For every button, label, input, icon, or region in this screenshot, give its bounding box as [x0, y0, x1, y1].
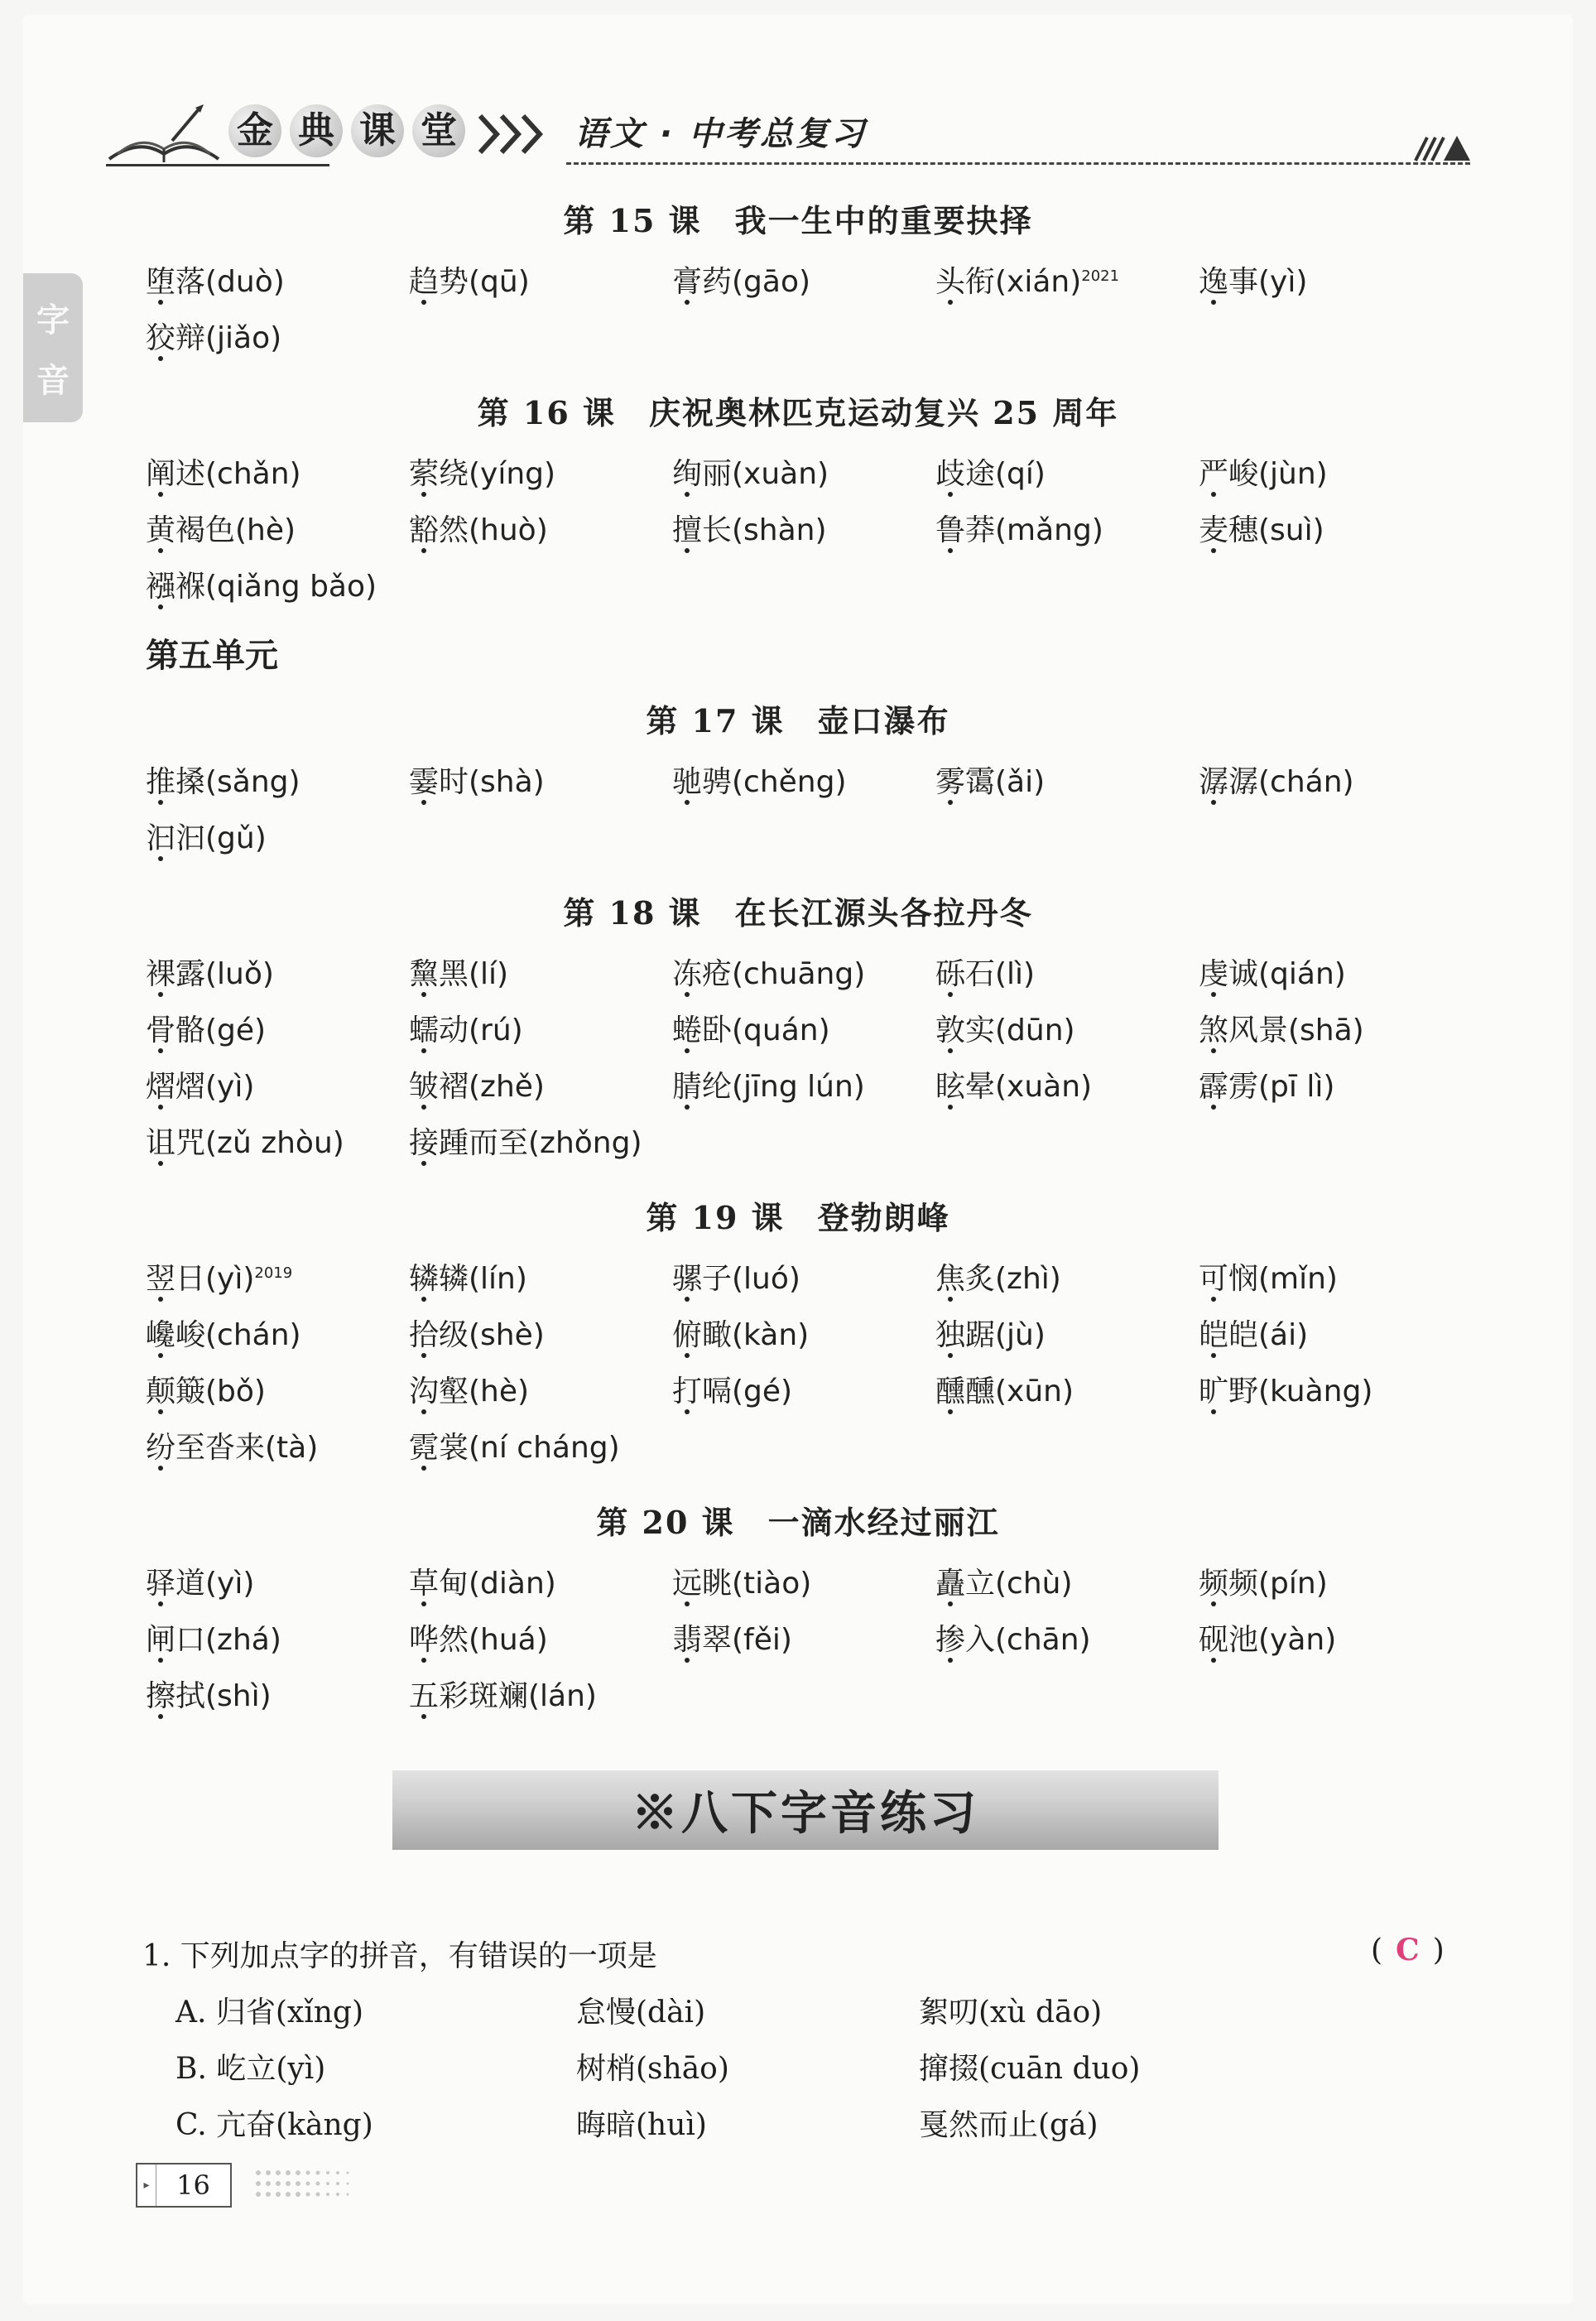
- vocab-entry: [935, 1255, 1061, 1298]
- vocab-entry: [672, 1616, 792, 1659]
- emphasis-dot: [1211, 800, 1216, 805]
- header-dashed-rule: [566, 162, 1470, 165]
- emphasis-dot: [948, 1601, 953, 1606]
- vocab-text: 眩晕(xuàn): [935, 1070, 1093, 1104]
- vocab-text: 巉峻(chán): [146, 1318, 301, 1352]
- vocab-text: 汩汩(gǔ): [146, 821, 267, 855]
- lesson-title: 第 19 课 登勃朗峰: [646, 1199, 950, 1236]
- vocab-entry: [1199, 1560, 1328, 1602]
- vocab-entry: [146, 258, 285, 301]
- emphasis-dot: [158, 356, 163, 361]
- emphasis-dot: [1211, 1409, 1216, 1414]
- side-tab-char: 字: [36, 301, 70, 339]
- vocab-entry: [1199, 1312, 1308, 1354]
- chevron-right-icon: [477, 111, 551, 157]
- emphasis-dot: [685, 992, 690, 997]
- vocab-entry: [672, 450, 829, 493]
- vocab-text: 打嗝(gé): [672, 1375, 793, 1408]
- vocab-entry: [672, 758, 847, 801]
- unit-title: 第五单元: [146, 637, 278, 675]
- vocab-entry: [146, 1673, 272, 1715]
- vocab-entry: [409, 1616, 548, 1659]
- emphasis-dot: [948, 492, 953, 497]
- vocab-text: 拾级(shè): [409, 1318, 545, 1352]
- vocab-text: 霹雳(pī lì): [1199, 1070, 1335, 1104]
- emphasis-dot: [158, 1409, 163, 1414]
- lesson-title: 第 16 课 庆祝奥林匹克运动复兴 25 周年: [477, 394, 1119, 431]
- emphasis-dot: [948, 1658, 953, 1663]
- answer-close: ): [1432, 1933, 1445, 1967]
- vocab-entry: [409, 951, 508, 993]
- option-a-3: 絮叨(xù dāo): [919, 1996, 1103, 2030]
- vocab-entry: [672, 258, 810, 301]
- vocab-text: 闸口(zhá): [146, 1623, 281, 1657]
- vocab-entry: [409, 1007, 523, 1049]
- vocab-entry: [672, 1312, 809, 1354]
- vocab-entry: [146, 1120, 344, 1162]
- emphasis-dot: [421, 548, 426, 553]
- emphasis-dot: [421, 1353, 426, 1358]
- emphasis-dot: [948, 1105, 953, 1110]
- vocab-entry: [409, 1255, 527, 1298]
- vocab-entry: [1199, 951, 1346, 993]
- vocab-entry: [1199, 507, 1324, 549]
- vocab-text: 头衔(xián): [935, 265, 1082, 299]
- vocab-entry: [146, 450, 301, 493]
- vocab-text: 霓裳(ní cháng): [409, 1431, 620, 1465]
- vocab-entry: [935, 758, 1045, 801]
- vocab-text: 远眺(tiào): [672, 1567, 812, 1601]
- vocab-entry: [409, 1424, 620, 1466]
- vocab-text: 阐述(chǎn): [146, 457, 301, 491]
- practice-banner: ※八下字音练习: [392, 1770, 1219, 1850]
- vocab-text: 旷野(kuàng): [1199, 1375, 1373, 1408]
- vocab-text: 哗然(huá): [409, 1623, 548, 1657]
- vocab-entry: [672, 951, 865, 993]
- vocab-entry: [146, 951, 274, 993]
- vocab-entry: [409, 1673, 597, 1715]
- vocab-text: 腈纶(jīng lún): [672, 1070, 865, 1104]
- vocab-text: 煞风景(shā): [1199, 1014, 1364, 1047]
- vocab-entry: [935, 258, 1119, 301]
- vocab-text: 敦实(dūn): [935, 1014, 1075, 1047]
- vocab-text: 熠熠(yì): [146, 1070, 255, 1104]
- vocab-text: 堕落(duò): [146, 265, 285, 299]
- vocab-entry: [1199, 258, 1307, 301]
- emphasis-dot: [685, 1658, 690, 1663]
- vocab-text: 鲁莽(mǎng): [935, 513, 1103, 547]
- vocab-entry: [1199, 1255, 1338, 1298]
- emphasis-dot: [948, 1297, 953, 1302]
- page-mark-icon: ▸: [137, 2165, 156, 2206]
- lesson-title: 第 20 课 一滴水经过丽江: [596, 1504, 1000, 1541]
- emphasis-dot: [158, 1353, 163, 1358]
- vocab-entry: [146, 507, 296, 549]
- vocab-text: 裸露(luǒ): [146, 957, 274, 991]
- vocab-text: 驰骋(chěng): [672, 765, 847, 799]
- vocab-entry: [935, 1560, 1073, 1602]
- emphasis-dot: [948, 300, 953, 305]
- vocab-text: 驿道(yì): [146, 1567, 255, 1601]
- emphasis-dot: [158, 1658, 163, 1663]
- vocab-text: 皑皑(ái): [1199, 1318, 1309, 1352]
- emphasis-dot: [158, 1297, 163, 1302]
- vocab-text: 潺潺(chán): [1199, 765, 1354, 799]
- vocab-entry: [672, 1560, 811, 1602]
- emphasis-dot: [685, 1601, 690, 1606]
- vocab-text: 沟壑(hè): [409, 1375, 530, 1408]
- option-a-2: 怠慢(dài): [576, 1996, 706, 2030]
- vocab-entry: [935, 1616, 1091, 1659]
- exam-year-note: 2021: [1081, 267, 1120, 285]
- option-b-3: 撺掇(cuān duo): [919, 2052, 1141, 2086]
- emphasis-dot: [1211, 300, 1216, 305]
- emphasis-dot: [421, 1409, 426, 1414]
- vocab-entry: [146, 1424, 318, 1466]
- vocab-text: 黧黑(lí): [409, 957, 509, 991]
- emphasis-dot: [1211, 992, 1216, 997]
- vocab-text: 歧途(qí): [935, 457, 1046, 491]
- vocab-text: 俯瞰(kàn): [672, 1318, 810, 1352]
- dot-pattern-deco: [253, 2165, 419, 2203]
- brand-char: 典: [290, 104, 343, 157]
- vocab-text: 趋势(qū): [409, 265, 530, 299]
- mountain-deco-icon: [1412, 129, 1470, 162]
- emphasis-dot: [1211, 1105, 1216, 1110]
- answer-bracket: [1371, 1933, 1445, 1967]
- emphasis-dot: [948, 1409, 953, 1414]
- vocab-text: 萦绕(yíng): [409, 457, 556, 491]
- vocab-entry: [146, 1616, 281, 1659]
- vocab-text: 擅长(shàn): [672, 513, 827, 547]
- side-tab-char: 音: [36, 362, 70, 400]
- emphasis-dot: [421, 1466, 426, 1471]
- vocab-text: 频频(pín): [1199, 1567, 1328, 1601]
- vocab-text: 诅咒(zǔ zhòu): [146, 1126, 344, 1160]
- emphasis-dot: [421, 992, 426, 997]
- vocab-text: 骡子(luó): [672, 1262, 800, 1296]
- emphasis-dot: [421, 1714, 426, 1719]
- vocab-text: 掺入(chān): [935, 1623, 1091, 1657]
- vocab-text: 草甸(diàn): [409, 1567, 556, 1601]
- emphasis-dot: [158, 1105, 163, 1110]
- emphasis-dot: [421, 800, 426, 805]
- open-book-icon: [106, 104, 222, 171]
- vocab-text: 逸事(yì): [1199, 265, 1308, 299]
- vocab-entry: [1199, 758, 1354, 801]
- vocab-text: 五彩斑斓(lán): [409, 1679, 597, 1713]
- emphasis-dot: [685, 1409, 690, 1414]
- emphasis-dot: [158, 992, 163, 997]
- emphasis-dot: [421, 1105, 426, 1110]
- emphasis-dot: [421, 1297, 426, 1302]
- emphasis-dot: [1211, 1297, 1216, 1302]
- emphasis-dot: [685, 800, 690, 805]
- option-b-1: B. 屹立(yì): [175, 2052, 326, 2086]
- emphasis-dot: [1211, 1601, 1216, 1606]
- vocab-entry: [146, 1560, 254, 1602]
- vocab-entry: [146, 563, 377, 605]
- emphasis-dot: [421, 1048, 426, 1053]
- emphasis-dot: [685, 1297, 690, 1302]
- vocab-text: 砚池(yàn): [1199, 1623, 1337, 1657]
- vocab-text: 擦拭(shì): [146, 1679, 272, 1713]
- emphasis-dot: [685, 1105, 690, 1110]
- vocab-text: 狡辩(jiǎo): [146, 321, 282, 355]
- vocab-text: 蜷卧(quán): [672, 1014, 830, 1047]
- option-c-1: C. 亢奋(kàng): [175, 2108, 373, 2142]
- option-c-2: 晦暗(huì): [576, 2108, 707, 2142]
- emphasis-dot: [948, 800, 953, 805]
- emphasis-dot: [421, 1161, 426, 1166]
- emphasis-dot: [421, 1658, 426, 1663]
- emphasis-dot: [1211, 1048, 1216, 1053]
- emphasis-dot: [158, 1161, 163, 1166]
- emphasis-dot: [685, 492, 690, 497]
- vocab-text: 严峻(jùn): [1199, 457, 1328, 491]
- emphasis-dot: [421, 492, 426, 497]
- vocab-entry: [409, 258, 530, 301]
- vocab-entry: [1199, 1616, 1336, 1659]
- vocab-entry: [935, 450, 1046, 493]
- emphasis-dot: [1211, 548, 1216, 553]
- vocab-entry: [935, 1063, 1092, 1105]
- question-stem: 1. 下列加点字的拼音，有错误的一项是: [142, 1939, 657, 1973]
- vocab-entry: [409, 1312, 545, 1354]
- vocab-entry: [146, 1368, 266, 1410]
- vocab-text: 纷至沓来(tà): [146, 1431, 319, 1465]
- vocab-entry: [672, 1368, 792, 1410]
- vocab-text: 霎时(shà): [409, 765, 545, 799]
- emphasis-dot: [685, 300, 690, 305]
- brand-char: 堂: [412, 104, 465, 157]
- vocab-text: 可悯(mǐn): [1199, 1262, 1338, 1296]
- vocab-text: 雾霭(ǎi): [935, 765, 1046, 799]
- emphasis-dot: [1211, 1658, 1216, 1663]
- emphasis-dot: [948, 1353, 953, 1358]
- page-header: [106, 89, 1470, 172]
- emphasis-dot: [158, 604, 163, 609]
- brand-char: 金: [228, 104, 281, 157]
- vocab-text: 接踵而至(zhǒng): [409, 1126, 642, 1160]
- vocab-entry: [409, 758, 545, 801]
- vocab-entry: [672, 507, 827, 549]
- vocab-entry: [1199, 1063, 1334, 1105]
- vocab-text: 膏药(gāo): [672, 265, 811, 299]
- brand-char: 课: [351, 104, 404, 157]
- vocab-entry: [409, 1368, 529, 1410]
- vocab-text: 蠕动(rú): [409, 1014, 523, 1047]
- emphasis-dot: [158, 1048, 163, 1053]
- vocab-text: 襁褓(qiǎng bǎo): [146, 570, 377, 604]
- emphasis-dot: [158, 548, 163, 553]
- option-c-3: 戛然而止(gá): [919, 2108, 1098, 2142]
- vocab-entry: [935, 1368, 1074, 1410]
- vocab-text: 醺醺(xūn): [935, 1375, 1074, 1408]
- exam-year-note: 2019: [254, 1264, 293, 1282]
- vocab-entry: [409, 507, 548, 549]
- vocab-entry: [409, 450, 555, 493]
- emphasis-dot: [158, 1601, 163, 1606]
- emphasis-dot: [158, 300, 163, 305]
- vocab-entry: [146, 758, 300, 801]
- vocab-entry: [409, 1120, 642, 1162]
- vocab-entry: [672, 1007, 830, 1049]
- lesson-title: 第 18 课 在长江源头各拉丹冬: [563, 894, 1033, 932]
- vocab-entry: [935, 1007, 1075, 1049]
- vocab-entry: [409, 1560, 556, 1602]
- vocab-text: 冻疮(chuāng): [672, 957, 866, 991]
- vocab-text: 豁然(huò): [409, 513, 548, 547]
- page-number: 16: [176, 2169, 210, 2201]
- subject-title: 语文 · 中考总复习: [574, 115, 868, 153]
- vocab-entry: [935, 1312, 1046, 1354]
- option-a-1: A. 归省(xǐng): [175, 1996, 364, 2030]
- vocab-entry: [1199, 1007, 1364, 1049]
- emphasis-dot: [1211, 492, 1216, 497]
- emphasis-dot: [685, 1048, 690, 1053]
- emphasis-dot: [158, 856, 163, 861]
- emphasis-dot: [158, 492, 163, 497]
- vocab-text: 辚辚(lín): [409, 1262, 527, 1296]
- vocab-entry: [146, 815, 267, 857]
- emphasis-dot: [421, 300, 426, 305]
- vocab-text: 矗立(chù): [935, 1567, 1073, 1601]
- vocab-entry: [146, 1063, 254, 1105]
- vocab-entry: [672, 1255, 800, 1298]
- brand-title: [228, 104, 465, 157]
- header-underline: [106, 164, 329, 166]
- vocab-text: 骨骼(gé): [146, 1014, 267, 1047]
- vocab-entry: [672, 1063, 865, 1105]
- vocab-entry: [935, 507, 1103, 549]
- vocab-text: 虔诚(qián): [1199, 957, 1346, 991]
- vocab-entry: [1199, 450, 1328, 493]
- emphasis-dot: [948, 548, 953, 553]
- emphasis-dot: [421, 1601, 426, 1606]
- vocab-entry: [146, 1255, 292, 1298]
- vocab-entry: [1199, 1368, 1372, 1410]
- vocab-entry: [146, 1312, 301, 1354]
- emphasis-dot: [1211, 1353, 1216, 1358]
- emphasis-dot: [685, 548, 690, 553]
- vocab-entry: [146, 315, 281, 357]
- emphasis-dot: [158, 800, 163, 805]
- vocab-text: 绚丽(xuàn): [672, 457, 829, 491]
- vocab-text: 推搡(sǎng): [146, 765, 300, 799]
- answer-letter: C: [1396, 1933, 1420, 1967]
- emphasis-dot: [158, 1466, 163, 1471]
- vocab-text: 砾石(lì): [935, 957, 1036, 991]
- vocab-text: 翌日(yì): [146, 1262, 255, 1296]
- emphasis-dot: [685, 1353, 690, 1358]
- emphasis-dot: [948, 992, 953, 997]
- emphasis-dot: [948, 1048, 953, 1053]
- vocab-entry: [409, 1063, 545, 1105]
- emphasis-dot: [158, 1714, 163, 1719]
- lesson-title: 第 15 课 我一生中的重要抉择: [563, 202, 1033, 239]
- answer-open: (: [1371, 1933, 1383, 1967]
- vocab-text: 独踞(jù): [935, 1318, 1046, 1352]
- vocab-text: 皱褶(zhě): [409, 1070, 545, 1104]
- lesson-title: 第 17 课 壶口瀑布: [646, 702, 950, 739]
- vocab-text: 颠簸(bǒ): [146, 1375, 266, 1408]
- vocab-entry: [935, 951, 1035, 993]
- vocab-text: 黄褐色(hè): [146, 513, 296, 547]
- page-number-box: [136, 2163, 232, 2208]
- vocab-text: 麦穗(suì): [1199, 513, 1324, 547]
- option-b-2: 树梢(shāo): [576, 2052, 729, 2086]
- vocab-text: 翡翠(fěi): [672, 1623, 792, 1657]
- vocab-entry: [146, 1007, 266, 1049]
- vocab-text: 焦炙(zhì): [935, 1262, 1061, 1296]
